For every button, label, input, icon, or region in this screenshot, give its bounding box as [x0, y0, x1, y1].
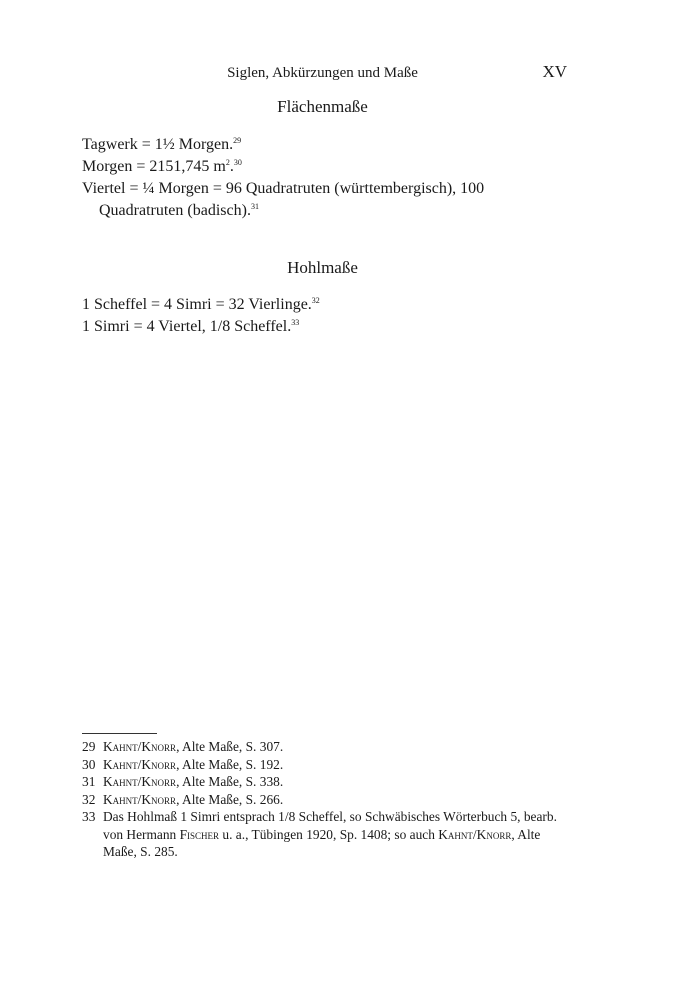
- entry-text: Tagwerk = 1½ Morgen.: [82, 136, 234, 153]
- footnote-author: Kahnt/Knorr: [103, 756, 177, 772]
- footnote-reference: 33: [291, 318, 300, 327]
- footnote-text-part: u. a., Tübingen 1920, Sp. 1408; so auch: [219, 826, 439, 842]
- measure-entry-tagwerk: [82, 134, 568, 156]
- footnote-33: [82, 808, 568, 861]
- footnote-citation: , Alte Maße, S. 192.: [176, 756, 284, 772]
- footnote-citation: , Alte Maße, S. 338.: [176, 774, 284, 789]
- footnote-number: 31: [82, 774, 96, 789]
- footnote-citation: , Alte Maße, S. 307.: [176, 739, 284, 754]
- measure-entry-simri: [82, 316, 568, 338]
- footnote-30: [82, 756, 568, 774]
- footnote-author: Kahnt/Knorr: [103, 739, 177, 754]
- footnote-number: 32: [82, 791, 96, 807]
- hohlmasse-list: [82, 294, 568, 338]
- footnotes: [82, 738, 568, 861]
- section-heading-hohlmasse: Hohlmaße: [287, 258, 358, 277]
- footnote-32: [82, 791, 568, 809]
- footnote-number: 33: [82, 809, 96, 824]
- footnote-text: [103, 773, 568, 791]
- running-title: Siglen, Abkürzungen und Maße: [227, 65, 418, 81]
- footnote-reference: 31: [250, 202, 259, 211]
- section-heading-flaechenmasse: Flächenmaße: [277, 97, 368, 116]
- entry-text: 1 Scheffel = 4 Simri = 32 Vierlinge.: [82, 296, 312, 313]
- footnote-text: [103, 791, 568, 809]
- footnote-reference: 29: [233, 136, 242, 145]
- entry-text: Morgen = 2151,745 m: [82, 158, 226, 175]
- footnote-number: 30: [82, 756, 96, 772]
- flaechenmasse-list: [82, 134, 568, 222]
- footnote-text-part: Das Hohlmaß 1 Simri entsprach 1/8 Scheffel, so Schwäbisches Wörterbuch 5, bearb. von Hermann: [103, 809, 557, 842]
- entry-text: 1 Simri = 4 Viertel, 1/8 Scheffel.: [82, 318, 292, 335]
- page-number: XV: [542, 62, 567, 81]
- measure-entry-viertel: [82, 178, 568, 222]
- footnote-reference: 32: [311, 296, 320, 305]
- footnote-29: [82, 738, 568, 756]
- footnote-author: Kahnt/Knorr: [103, 774, 177, 789]
- footnote-text-part: , Alte Maße, S. 285.: [103, 826, 541, 859]
- footnote-reference: 30: [233, 158, 242, 167]
- running-head: [0, 63, 700, 83]
- footnote-number: 29: [82, 739, 96, 754]
- entry-punctuation: .: [229, 158, 234, 175]
- measure-entry-scheffel: [82, 294, 568, 316]
- footnote-text: [103, 738, 568, 756]
- footnote-author: Fischer: [179, 826, 220, 842]
- footnote-citation: , Alte Maße, S. 266.: [176, 791, 284, 807]
- footnote-author: Kahnt/Knorr: [438, 826, 512, 842]
- footnote-author: Kahnt/Knorr: [103, 791, 177, 807]
- footnote-divider: [82, 733, 157, 734]
- measure-entry-morgen: [82, 156, 568, 178]
- unit-exponent: 2: [225, 158, 230, 167]
- footnote-text: [103, 808, 568, 861]
- entry-text: Viertel = ¼ Morgen = 96 Quadratruten (württembergisch), 100 Quadratruten (badisch).: [82, 180, 485, 219]
- footnote-31: [82, 773, 568, 791]
- footnote-text: [103, 756, 568, 774]
